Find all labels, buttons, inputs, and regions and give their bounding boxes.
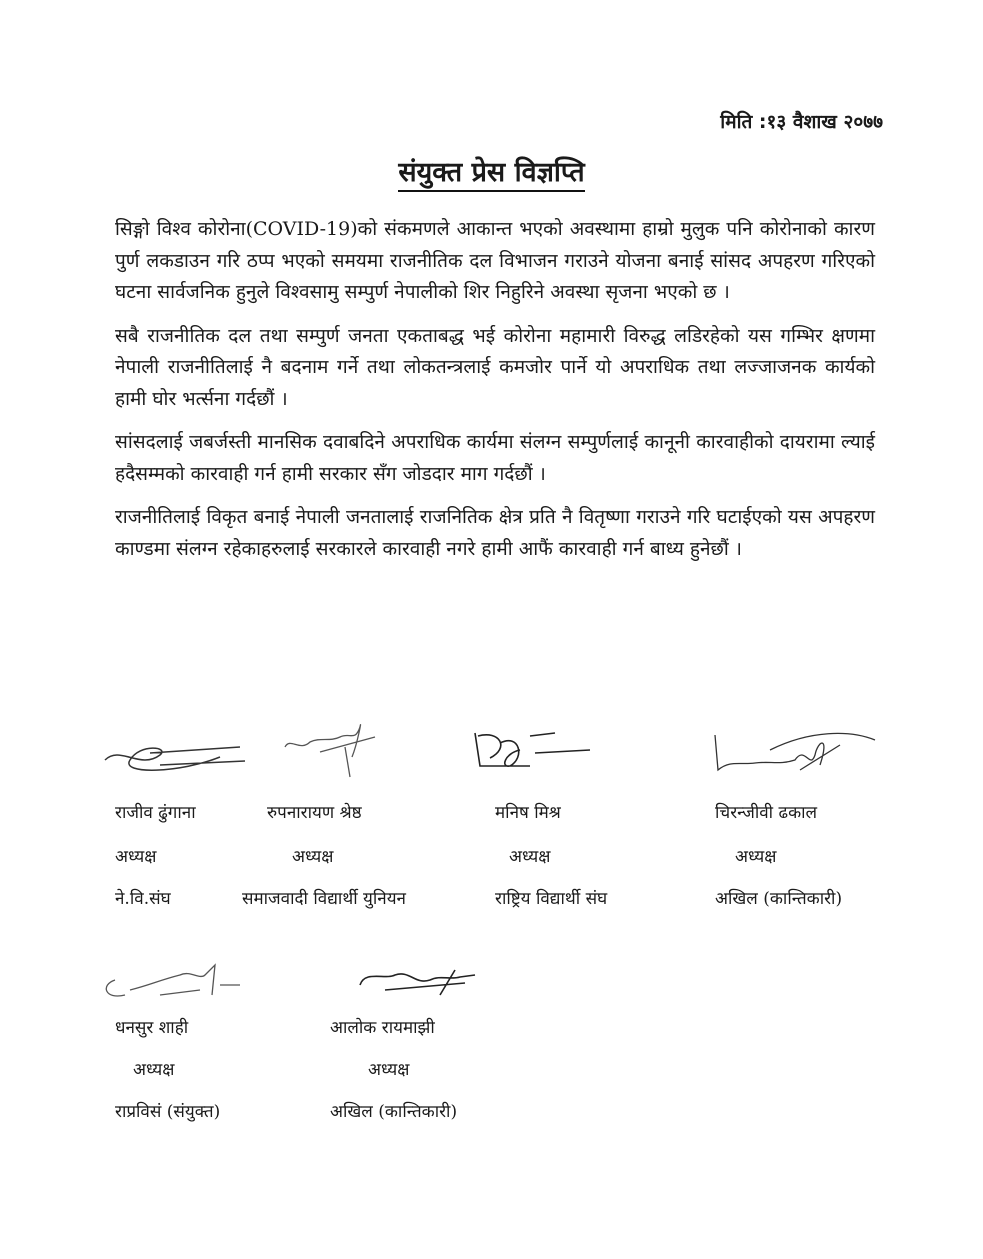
signatory-org: समाजवादी विद्यार्थी युनियन: [242, 889, 406, 909]
signatory-org: अखिल (कान्तिकारी): [715, 889, 843, 909]
document-date: मिति :१३ वैशाख २०७७: [720, 111, 883, 133]
document-body: [115, 214, 875, 577]
signatory-org: अखिल (कान्तिकारी): [330, 1102, 458, 1122]
signatory-role: अध्यक्ष: [368, 1060, 410, 1080]
paragraph: सांसदलाई जबर्जस्ती मानसिक दवाबदिने अपराधिक कार्यमा संलग्न सम्पुर्णलाई कानूनी कारवाहीको दायरामा ल्याई हदैसम्मको कारवाही गर्न हामी सरकार सँग जोडदार माग गर्दछौं ।: [115, 431, 875, 485]
signatory-role: अध्यक्ष: [735, 847, 777, 867]
signature-image: [100, 735, 250, 780]
signatory-org: राप्रविसं (संयुक्त): [115, 1102, 221, 1122]
signature-image: [280, 712, 390, 782]
paragraph: सिङ्गो विश्व कोरोना(COVID-19)को संकमणले आकान्त भएको अवस्थामा हाम्रो मुलुक पनि कोरोनाको कारण पुर्ण लकडाउन गरि ठप्प भएको समयमा राजनीतिक दल विभाजन गराउने योजना बनाई सांसद अपहरण गरिएको घटना सार्वजनिक हुनुले विश्वसामु सम्पुर्ण नेपालीको शिर निहुरिने अवस्था सृजना भएको छ ।: [115, 218, 875, 303]
signatory-role: अध्यक्ष: [292, 847, 334, 867]
signatory-name: मनिष मिश्र: [495, 803, 561, 823]
signatory-name: चिरन्जीवी ढकाल: [715, 803, 818, 823]
document-title: [0, 152, 983, 189]
signatory-name: आलोक रायमाझी: [330, 1018, 435, 1038]
signature-image: [100, 960, 245, 1005]
signature-image: [470, 728, 595, 773]
signatory-name: राजीव ढुंगाना: [115, 803, 196, 823]
signatory-org: राष्ट्रिय विद्यार्थी संघ: [495, 889, 608, 909]
signatory-role: अध्यक्ष: [133, 1060, 175, 1080]
signatory-role: अध्यक्ष: [509, 847, 551, 867]
signatory-name: धनसुर शाही: [115, 1018, 189, 1038]
signatory-role: अध्यक्ष: [115, 847, 157, 867]
signatory-org: ने.वि.संघ: [115, 889, 171, 909]
paragraph: सबै राजनीतिक दल तथा सम्पुर्ण जनता एकताबद्ध भई कोरोना महामारी विरुद्ध लडिरहेको यस गम्भिर क्षणमा नेपाली राजनीतिलाई नै बदनाम गर्ने तथा लोकतन्त्रलाई कमजोर पार्ने यो अपराधिक तथा लज्जाजनक कार्यको हामी घोर भर्त्सना गर्दछौं ।: [115, 324, 875, 410]
title-text: संयुक्त प्रेस विज्ञप्ति: [398, 157, 584, 192]
signature-image: [355, 965, 480, 1000]
paragraph: राजनीतिलाई विकृत बनाई नेपाली जनतालाई राजनितिक क्षेत्र प्रति नै वितृष्णा गराउने गरि घटाईएको यस अपहरण काण्डमा संलग्न रहेकाहरुलाई सरकारले कारवाही नगरे हामी आफैं कारवाही गर्न बाध्य हुनेछौं ।: [115, 506, 875, 560]
signature-image: [710, 725, 880, 775]
signatory-name: रुपनारायण श्रेष्ठ: [267, 803, 362, 823]
